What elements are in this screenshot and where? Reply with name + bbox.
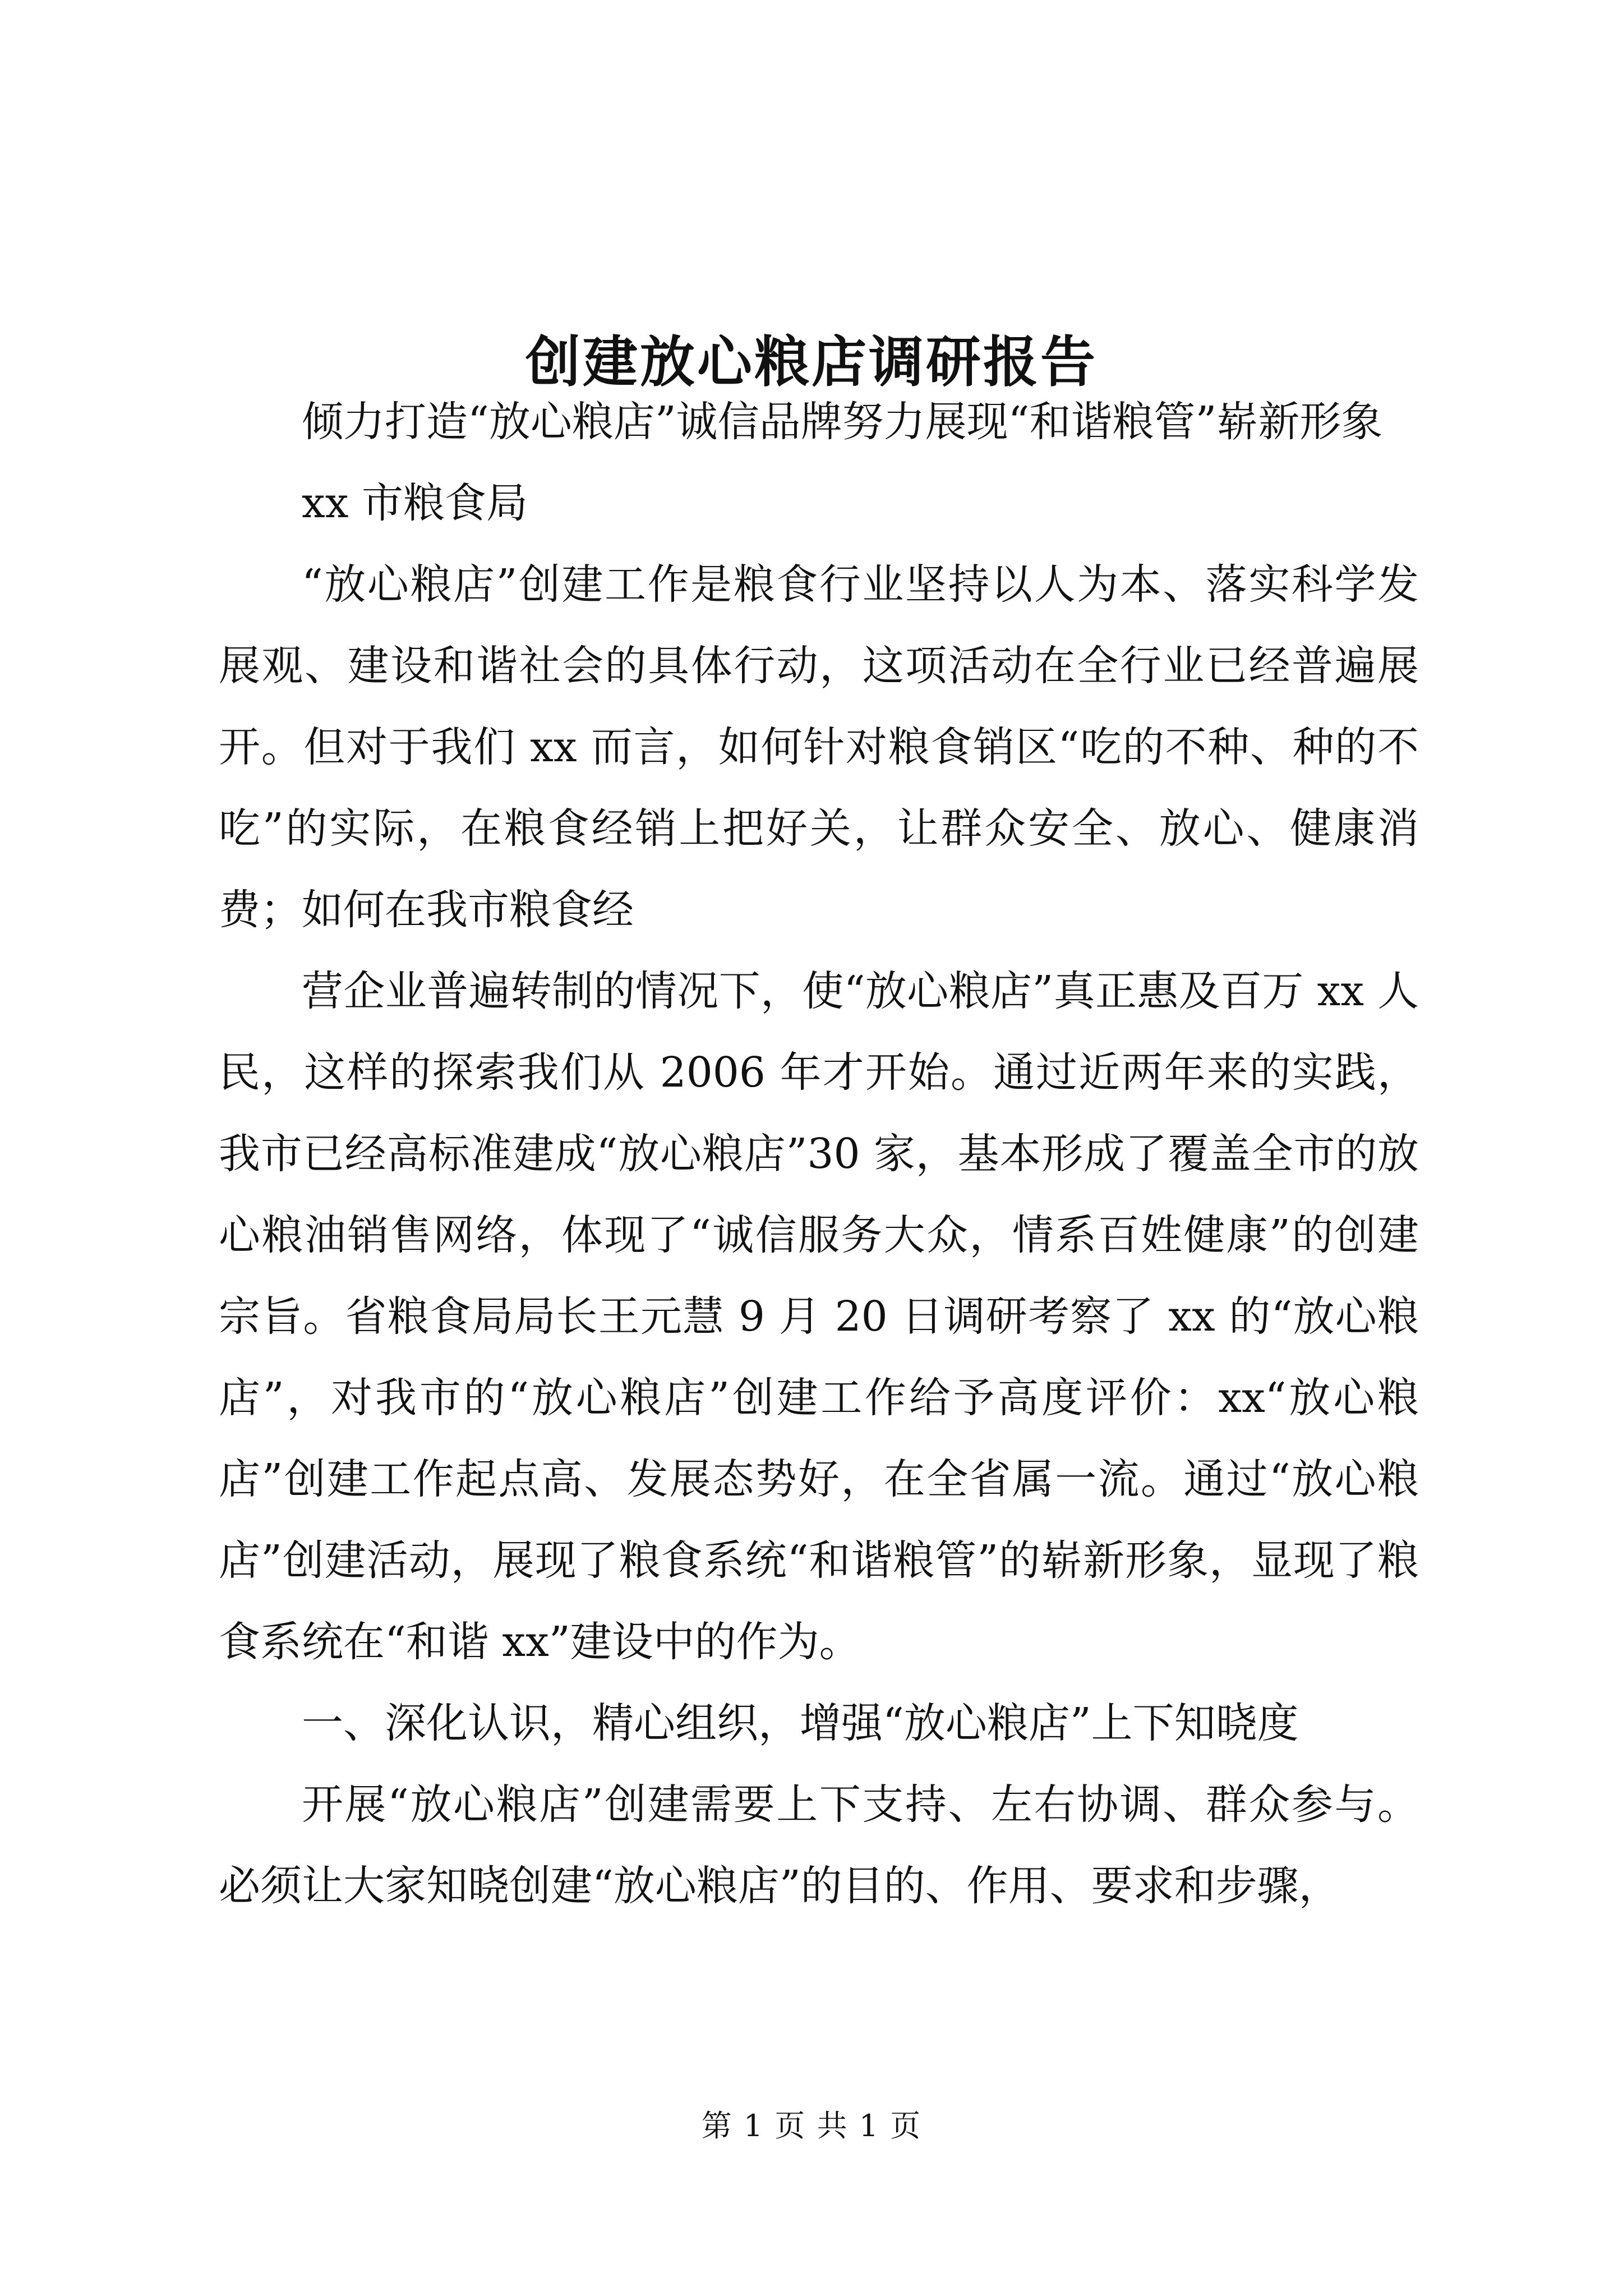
author-line: xx 市粮食局 [302, 479, 528, 527]
body-paragraph: 营企业普遍转制的情况下，使“放心粮店”真正惠及百万 xx 人民，这样的探索我们从 2006 年才开始。通过近两年来的实践，我市已经高标准建成“放心粮店”30 家，基本形成了覆盖全市的放心粮油销售网络，体现了“诚信服务大众，情系百姓健康”的创建宗旨。省粮食局局长王元慧 9 月 20 日调研考察了 xx 的“放心粮店”，对我市的“放心粮店”创建工作给予高度评价：xx“放心粮店”创建工作起点高、发展态势好，在全省属一流。通过“放心粮店”创建活动，展现了粮食系统“和谐粮管”的崭新形象，显现了粮食系统在“和谐 xx”建设中的作为。 [219, 967, 1419, 1666]
body-paragraph: “放心粮店”创建工作是粮食行业坚持以人为本、落实科学发展观、建设和谐社会的具体行动，这项活动在全行业已经普遍展开。但对于我们 xx 而言，如何针对粮食销区“吃的不种、种的不吃”的实际，在粮食经销上把好关，让群众安全、放心、健康消费；如何在我市粮食经 [219, 560, 1419, 934]
subtitle-paragraph: 倾力打造“放心粮店”诚信品牌努力展现“和谐粮管”崭新形象 [302, 398, 1383, 446]
body-paragraph: 开展“放心粮店”创建需要上下支持、左右协调、群众参与。必须让大家知晓创建“放心粮店”的目的、作用、要求和步骤， [219, 1780, 1419, 1910]
document-title: 创建放心粮店调研报告 [525, 329, 1098, 394]
page-footer: 第 1 页 共 1 页 [701, 2108, 922, 2143]
section-heading: 一、深化认识，精心组织，增强“放心粮店”上下知晓度 [302, 1699, 1299, 1747]
document-body [219, 381, 1419, 1927]
